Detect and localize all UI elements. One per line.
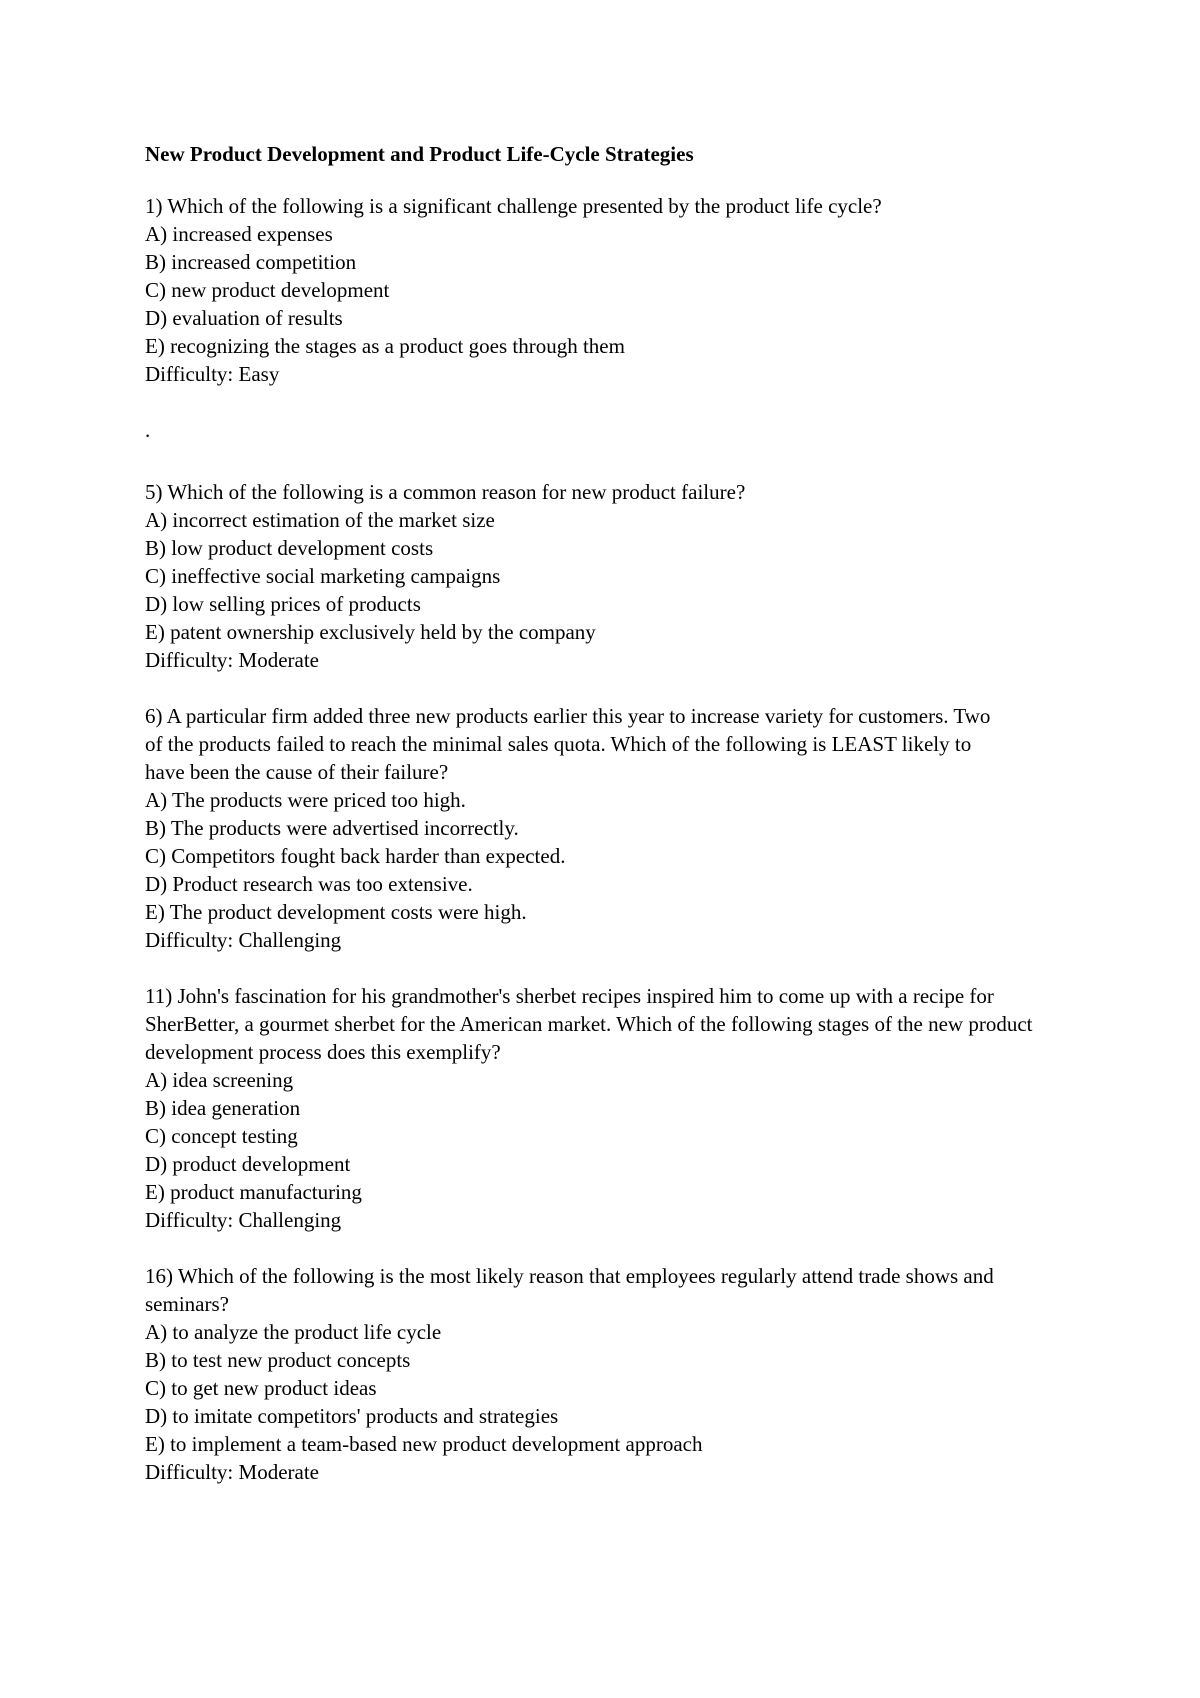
answer-option-d: D) Product research was too extensive. xyxy=(145,872,473,896)
answer-option-c: C) to get new product ideas xyxy=(145,1376,377,1400)
difficulty-label: Difficulty: Challenging xyxy=(145,928,342,952)
answer-option-d: D) low selling prices of products xyxy=(145,592,421,616)
document-title: New Product Development and Product Life-Cycle Strategies xyxy=(145,142,694,166)
answer-option-a: A) The products were priced too high. xyxy=(145,788,466,812)
answer-option-d: D) evaluation of results xyxy=(145,306,343,330)
answer-option-d: D) to imitate competitors' products and strategies xyxy=(145,1404,559,1428)
answer-option-e: E) The product development costs were high. xyxy=(145,900,527,924)
answer-option-a: A) idea screening xyxy=(145,1068,294,1092)
answer-option-a: A) increased expenses xyxy=(145,222,333,246)
answer-option-d: D) product development xyxy=(145,1152,351,1176)
answer-option-b: B) idea generation xyxy=(145,1096,301,1120)
difficulty-label: Difficulty: Moderate xyxy=(145,648,319,672)
answer-option-a: A) to analyze the product life cycle xyxy=(145,1320,442,1344)
question-1 xyxy=(145,192,1085,388)
answer-option-e: E) recognizing the stages as a product goes through them xyxy=(145,334,625,358)
question-11 xyxy=(145,982,1085,1234)
answer-option-c: C) new product development xyxy=(145,278,390,302)
answer-option-b: B) increased competition xyxy=(145,250,357,274)
difficulty-label: Difficulty: Easy xyxy=(145,362,280,386)
answer-option-e: E) to implement a team-based new product development approach xyxy=(145,1432,703,1456)
answer-option-b: B) The products were advertised incorrectly. xyxy=(145,816,519,840)
question-16 xyxy=(145,1262,1085,1486)
answer-option-e: E) product manufacturing xyxy=(145,1180,362,1204)
question-stem: 6) A particular firm added three new products earlier this year to increase variety for customers. Two of the products failed to reach the minimal sales quota. Which of the following is LEAST likely to have been the cause of their failure? xyxy=(145,704,991,784)
answer-option-c: C) Competitors fought back harder than expected. xyxy=(145,844,566,868)
answer-option-c: C) ineffective social marketing campaigns xyxy=(145,564,501,588)
question-stem: 5) Which of the following is a common reason for new product failure? xyxy=(145,480,746,504)
answer-option-a: A) incorrect estimation of the market size xyxy=(145,508,495,532)
answer-option-c: C) concept testing xyxy=(145,1124,298,1148)
answer-option-e: E) patent ownership exclusively held by the company xyxy=(145,620,596,644)
question-5 xyxy=(145,478,1085,674)
document-page xyxy=(145,140,1085,1514)
difficulty-label: Difficulty: Challenging xyxy=(145,1208,342,1232)
question-stem: 1) Which of the following is a significant challenge presented by the product life cycle? xyxy=(145,194,882,218)
difficulty-label: Difficulty: Moderate xyxy=(145,1460,319,1484)
question-6 xyxy=(145,702,1085,954)
separator-dot: . xyxy=(145,418,151,442)
answer-option-b: B) to test new product concepts xyxy=(145,1348,411,1372)
answer-option-b: B) low product development costs xyxy=(145,536,434,560)
question-stem: 11) John's fascination for his grandmother's sherbet recipes inspired him to come up with a recipe for SherBetter, a gourmet sherbet for the American market. Which of the following stages of the new product development process does this exemplify? xyxy=(145,984,1033,1064)
question-stem: 16) Which of the following is the most likely reason that employees regularly attend trade shows and seminars? xyxy=(145,1264,994,1316)
